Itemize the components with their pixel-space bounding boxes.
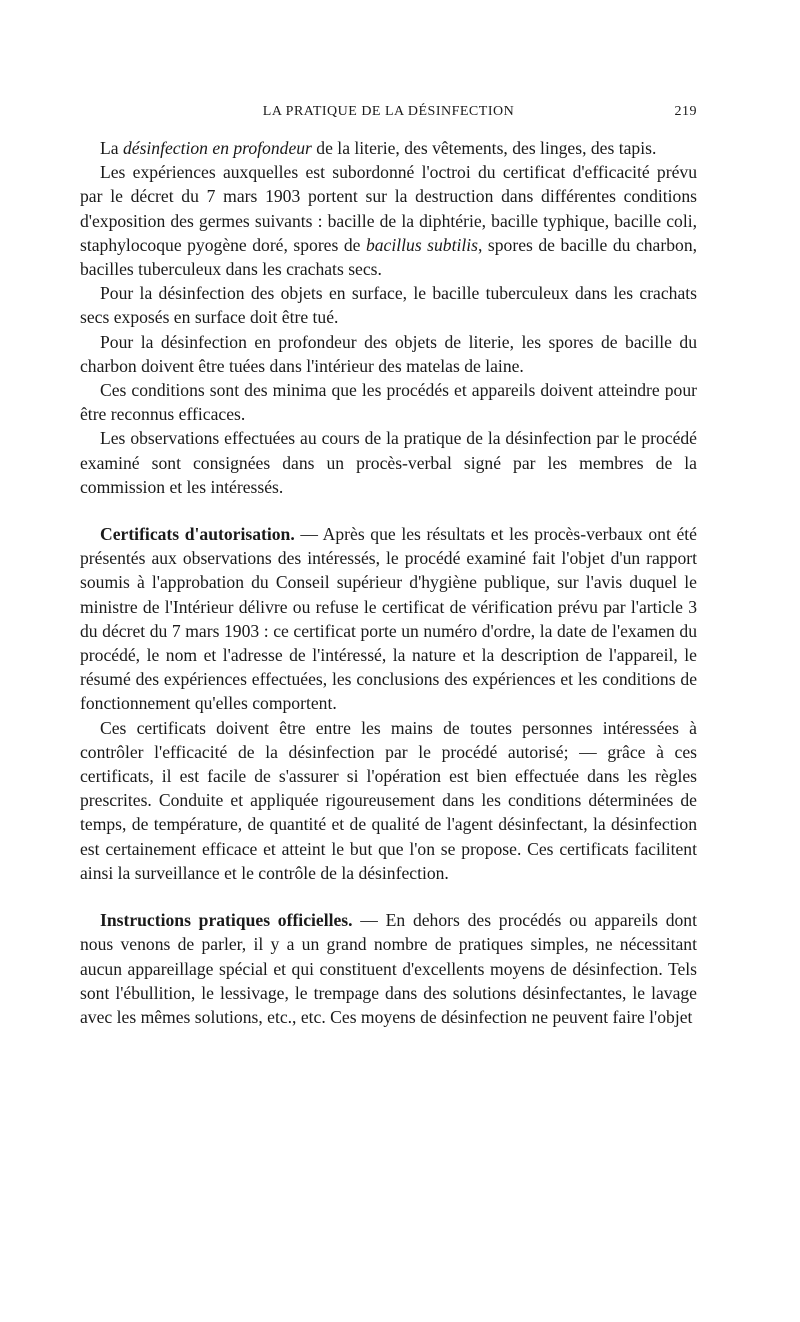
paragraph-tail: , spores de bacille du charbon, bacilles tuberculeux dans les crachats secs. xyxy=(80,234,698,280)
paragraph-minima xyxy=(80,378,697,426)
paragraph-desinfection-profondeur xyxy=(80,136,697,160)
section-heading: Instructions pratiques officielles. xyxy=(100,910,353,931)
section-instructions xyxy=(80,908,697,1029)
paragraph-profondeur xyxy=(80,330,697,378)
emphasis-text: désinfection en profondeur xyxy=(122,138,312,158)
paragraph-text: Ces certificats doivent être entre les mains de toutes personnes intéressées à contrôler l'efficacité de la désinfection par le procédé autorisé; — grâce à ces certificats, il est facile de s'assurer si l'opération est bien effectuée dans les règles prescrites. Conduite et appliquée rigoureusement dans les conditions déterminées de temps, de température, de quantité et de qualité de l'agent désinfectant, la désinfection est certainement efficace et atteint le but que l'on se propose. Ces certificats facilitent ainsi la surveillance et le contrôle de la désinfection. xyxy=(80,717,697,883)
body-text xyxy=(80,136,697,1029)
paragraph-text: Ces conditions sont des minima que les procédés et appareils doivent atteindre pour être reconnus efficaces. xyxy=(80,380,697,425)
paragraph-lead: La xyxy=(100,138,123,158)
section-text: — En dehors des procédés ou appareils dont nous venons de parler, il y a un grand nombre de pratiques simples, ne nécessitant aucun appareillage spécial et qui constituent d'excellents moyens de désinfection. Tels sont l'ébullition, le lessivage, le trempage dans des solutions désinfectantes, le lavage avec les mêmes solutions, etc., etc. Ces moyens de désinfection ne peuvent faire l'objet xyxy=(80,910,697,1027)
running-title: LA PRATIQUE DE LA DÉSINFECTION xyxy=(262,104,515,119)
paragraph-text: de la literie, des vêtements, des linges, des tapis. xyxy=(311,138,657,158)
page-number: 219 xyxy=(674,104,697,119)
paragraph-observations xyxy=(80,426,697,499)
paragraph-experiences xyxy=(80,160,697,281)
paragraph-text: Les observations effectuées au cours de la pratique de la désinfection par le procédé examiné sont consignées dans un procès-verbal signé par les membres de la commission et les intéressés. xyxy=(80,428,697,497)
paragraph-surface xyxy=(80,281,697,329)
paragraph-text: Les expériences auxquelles est subordonné l'octroi du certificat d'efficacité prévu par le décret du 7 mars 1903 portent sur la destruction dans différentes conditions d'exposition des germes suivants : bacille de la diphtérie, bacille typhique, bacille coli, staphylocoque pyogène doré, spores de xyxy=(80,162,697,255)
section-heading: Certificats d'autorisation. xyxy=(100,524,295,545)
running-head xyxy=(80,104,697,126)
paragraph-text: Pour la désinfection en profondeur des objets de literie, les spores de bacille du charbon doivent être tuées dans l'intérieur des matelas de laine. xyxy=(80,331,697,376)
section-certificats xyxy=(80,522,697,716)
section-text: — Après que les résultats et les procès-verbaux ont été présentés aux observations des intéressés, le procédé examiné fait l'objet d'un rapport soumis à l'approbation du Conseil supérieur d'hygiène publique, sur l'avis duquel le ministre de l'Intérieur délivre ou refuse le certificat de vérification prévu par l'article 3 du décret du 7 mars 1903 : ce certificat porte un numéro d'ordre, la date de l'examen du procédé, le nom et l'adresse de l'intéressé, la nature et la description de l'appareil, le résumé des expériences effectuées, les conclusions des expériences et les conditions de fonctionnement qu'elles comportent. xyxy=(80,524,697,714)
paragraph-text: Pour la désinfection des objets en surface, le bacille tuberculeux dans les crachats secs exposés en surface doit être tué. xyxy=(80,283,697,328)
paragraph-certificats-usage xyxy=(80,716,697,885)
emphasis-text: bacillus subtilis xyxy=(365,234,479,255)
